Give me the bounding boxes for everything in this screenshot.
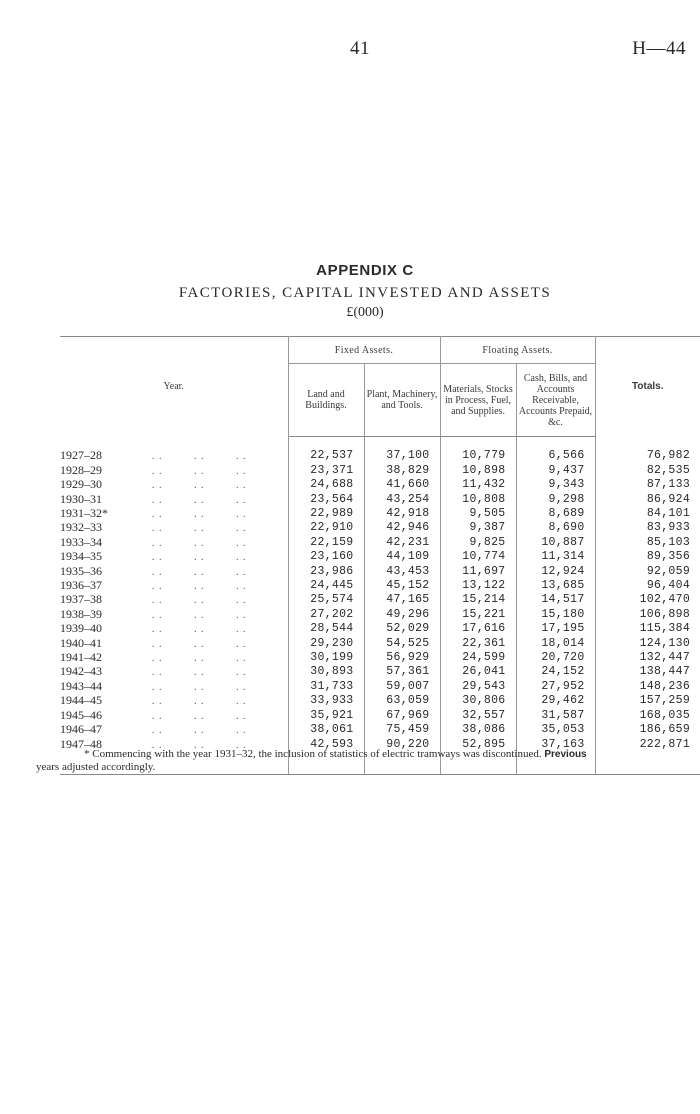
- plant-machinery-value: 37,100: [364, 449, 440, 463]
- leader-dots: . . . . . .: [152, 696, 247, 708]
- total-value: 84,101: [646, 507, 691, 521]
- header-floating-assets: Floating Assets.: [440, 337, 595, 364]
- table-row: [60, 478, 700, 492]
- plant-machinery-value: 90,220: [364, 738, 440, 762]
- land-buildings-value: 31,733: [288, 680, 364, 694]
- header-year: Year.: [60, 337, 288, 437]
- leader-dots: . . . . . .: [152, 739, 247, 751]
- materials-stocks-value: 15,214: [440, 593, 516, 607]
- year-label: 1940–41: [60, 635, 102, 650]
- materials-stocks-value: 10,774: [440, 550, 516, 564]
- table-row: [60, 709, 700, 723]
- plant-machinery-value: 56,929: [364, 651, 440, 665]
- plant-machinery-value: 47,165: [364, 593, 440, 607]
- table-row: [60, 637, 700, 651]
- year-label: 1942–43: [60, 664, 102, 679]
- footnote-text: * Commencing with the year 1931–32, the inclusion of statistics of electric tramways was discontinued.: [84, 748, 542, 760]
- table-title: FACTORIES, CAPITAL INVESTED AND ASSETS: [178, 285, 552, 301]
- cash-bills-value: 24,152: [516, 665, 595, 679]
- year-cell: [60, 536, 288, 550]
- materials-stocks-value: 32,557: [440, 709, 516, 723]
- materials-stocks-value: 38,086: [440, 723, 516, 737]
- total-value: 86,924: [646, 492, 691, 506]
- cash-bills-value: 29,462: [516, 694, 595, 708]
- plant-machinery-value: 44,109: [364, 550, 440, 564]
- cash-bills-value: 8,690: [516, 521, 595, 535]
- total-value: 89,356: [646, 550, 691, 564]
- year-cell: [60, 550, 288, 564]
- total-value: 157,259: [639, 694, 691, 708]
- year-label: 1933–34: [60, 534, 102, 549]
- total-value: 148,236: [639, 679, 691, 693]
- total-value: 124,130: [639, 636, 691, 650]
- plant-machinery-value: 49,296: [364, 608, 440, 622]
- year-label: 1927–28: [60, 448, 102, 463]
- year-cell: [60, 593, 288, 607]
- land-buildings-value: 30,199: [288, 651, 364, 665]
- cash-bills-value: 27,952: [516, 680, 595, 694]
- land-buildings-value: 29,230: [288, 637, 364, 651]
- total-value: 102,470: [639, 593, 691, 607]
- year-cell: [60, 449, 288, 463]
- leader-dots: . . . . . .: [152, 566, 247, 578]
- header-land-buildings: Land and Buildings.: [288, 364, 364, 437]
- materials-stocks-value: 30,806: [440, 694, 516, 708]
- year-label: 1929–30: [60, 477, 102, 492]
- land-buildings-value: 33,933: [288, 694, 364, 708]
- year-label: 1936–37: [60, 578, 102, 593]
- cash-bills-value: 9,437: [516, 464, 595, 478]
- plant-machinery-value: 43,453: [364, 565, 440, 579]
- land-buildings-value: 27,202: [288, 608, 364, 622]
- land-buildings-value: 23,564: [288, 493, 364, 507]
- header-totals: Totals.: [595, 337, 700, 437]
- header-materials-stocks: Materials, Stocks in Process, Fuel, and Supplies.: [440, 364, 516, 437]
- leader-dots: . . . . . .: [152, 494, 247, 506]
- year-cell: [60, 665, 288, 679]
- land-buildings-value: 22,537: [288, 449, 364, 463]
- land-buildings-value: 23,160: [288, 550, 364, 564]
- materials-stocks-value: 26,041: [440, 665, 516, 679]
- year-label: 1945–46: [60, 707, 102, 722]
- materials-stocks-value: 29,543: [440, 680, 516, 694]
- land-buildings-value: 22,910: [288, 521, 364, 535]
- cash-bills-value: 11,314: [516, 550, 595, 564]
- table-row: [60, 493, 700, 507]
- table-row: [60, 521, 700, 535]
- land-buildings-value: 35,921: [288, 709, 364, 723]
- table-row: [60, 536, 700, 550]
- cash-bills-value: 10,887: [516, 536, 595, 550]
- year-label: 1938–39: [60, 606, 102, 621]
- year-label: 1939–40: [60, 621, 102, 636]
- plant-machinery-value: 45,152: [364, 579, 440, 593]
- leader-dots: . . . . . .: [152, 537, 247, 549]
- leader-dots: . . . . . .: [152, 624, 247, 636]
- cash-bills-value: 14,517: [516, 593, 595, 607]
- year-label: 1934–35: [60, 549, 102, 564]
- plant-machinery-value: 42,946: [364, 521, 440, 535]
- total-value: 222,871: [639, 737, 691, 751]
- table-row: [60, 565, 700, 579]
- total-value: 76,982: [646, 449, 691, 463]
- table-body: [60, 437, 700, 775]
- page-number: 41: [350, 38, 370, 59]
- year-cell: [60, 637, 288, 651]
- year-cell: [60, 694, 288, 708]
- table-row: [60, 723, 700, 737]
- plant-machinery-value: 57,361: [364, 665, 440, 679]
- year-label: 1928–29: [60, 462, 102, 477]
- land-buildings-value: 24,445: [288, 579, 364, 593]
- leader-dots: . . . . . .: [152, 725, 247, 737]
- total-value: 83,933: [646, 521, 691, 535]
- footnote: [36, 748, 700, 773]
- total-value: 87,133: [646, 478, 691, 492]
- materials-stocks-value: 9,825: [440, 536, 516, 550]
- year-cell: [60, 493, 288, 507]
- table-row: [60, 593, 700, 607]
- header-fixed-assets: Fixed Assets.: [288, 337, 440, 364]
- year-cell: [60, 507, 288, 521]
- year-cell: [60, 651, 288, 665]
- assets-table: [60, 336, 700, 775]
- leader-dots: . . . . . .: [152, 465, 247, 477]
- table-row: [60, 550, 700, 564]
- materials-stocks-value: 22,361: [440, 637, 516, 651]
- land-buildings-value: 42,593: [288, 738, 364, 762]
- plant-machinery-value: 38,829: [364, 464, 440, 478]
- table-row: [60, 464, 700, 478]
- year-cell: [60, 565, 288, 579]
- year-label: 1935–36: [60, 563, 102, 578]
- cash-bills-value: 6,566: [516, 449, 595, 463]
- year-cell: [60, 622, 288, 636]
- year-cell: [60, 608, 288, 622]
- table-row: [60, 449, 700, 463]
- land-buildings-value: 22,989: [288, 507, 364, 521]
- plant-machinery-value: 42,231: [364, 536, 440, 550]
- total-value: 138,447: [639, 665, 691, 679]
- header-plant-machinery: Plant, Machinery, and Tools.: [364, 364, 440, 437]
- appendix-heading: APPENDIX C: [316, 262, 414, 279]
- cash-bills-value: 9,298: [516, 493, 595, 507]
- total-value: 85,103: [646, 535, 691, 549]
- plant-machinery-value: 41,660: [364, 478, 440, 492]
- leader-dots: . . . . . .: [152, 581, 247, 593]
- year-cell: [60, 478, 288, 492]
- year-label: 1941–42: [60, 650, 102, 665]
- header-cash-bills: Cash, Bills, and Accounts Receivable, Accounts Prepaid, &c.: [516, 364, 595, 437]
- document-reference: H—44: [632, 38, 686, 59]
- table-row: [60, 680, 700, 694]
- year-cell: [60, 680, 288, 694]
- total-value: 82,535: [646, 463, 691, 477]
- land-buildings-value: 38,061: [288, 723, 364, 737]
- leader-dots: . . . . . .: [152, 609, 247, 621]
- year-cell: [60, 464, 288, 478]
- land-buildings-value: 30,893: [288, 665, 364, 679]
- total-value: 132,447: [639, 651, 691, 665]
- year-cell: [60, 521, 288, 535]
- units-label: £(000): [346, 305, 384, 320]
- cash-bills-value: 18,014: [516, 637, 595, 651]
- cash-bills-value: 8,689: [516, 507, 595, 521]
- materials-stocks-value: 13,122: [440, 579, 516, 593]
- table-row: [60, 622, 700, 636]
- cash-bills-value: 17,195: [516, 622, 595, 636]
- leader-dots: . . . . . .: [152, 480, 247, 492]
- materials-stocks-value: 10,898: [440, 464, 516, 478]
- leader-dots: . . . . . .: [152, 681, 247, 693]
- leader-dots: . . . . . .: [152, 710, 247, 722]
- cash-bills-value: 37,163: [516, 738, 595, 762]
- plant-machinery-value: 67,969: [364, 709, 440, 723]
- year-label: 1943–44: [60, 678, 102, 693]
- materials-stocks-value: 10,779: [440, 449, 516, 463]
- materials-stocks-value: 24,599: [440, 651, 516, 665]
- plant-machinery-value: 42,918: [364, 507, 440, 521]
- land-buildings-value: 22,159: [288, 536, 364, 550]
- table-row: [60, 665, 700, 679]
- cash-bills-value: 13,685: [516, 579, 595, 593]
- total-value: 96,404: [646, 579, 691, 593]
- plant-machinery-value: 75,459: [364, 723, 440, 737]
- plant-machinery-value: 52,029: [364, 622, 440, 636]
- leader-dots: . . . . . .: [152, 653, 247, 665]
- materials-stocks-value: 11,697: [440, 565, 516, 579]
- total-value: 115,384: [639, 622, 691, 636]
- cash-bills-value: 20,720: [516, 651, 595, 665]
- year-label: 1931–32*: [60, 506, 108, 521]
- cash-bills-value: 15,180: [516, 608, 595, 622]
- total-value: 106,898: [639, 607, 691, 621]
- cash-bills-value: 9,343: [516, 478, 595, 492]
- table-row: [60, 579, 700, 593]
- footnote-continuation: years adjusted accordingly.: [36, 761, 156, 773]
- land-buildings-value: 25,574: [288, 593, 364, 607]
- year-label: 1932–33: [60, 520, 102, 535]
- land-buildings-value: 23,371: [288, 464, 364, 478]
- cash-bills-value: 35,053: [516, 723, 595, 737]
- year-label: 1947–48: [60, 736, 102, 751]
- total-value: 92,059: [646, 564, 691, 578]
- materials-stocks-value: 17,616: [440, 622, 516, 636]
- materials-stocks-value: 11,432: [440, 478, 516, 492]
- table-row: [60, 651, 700, 665]
- plant-machinery-value: 43,254: [364, 493, 440, 507]
- year-cell: [60, 579, 288, 593]
- total-value: 186,659: [639, 723, 691, 737]
- table-row: [60, 694, 700, 708]
- land-buildings-value: 28,544: [288, 622, 364, 636]
- table-row: [60, 507, 700, 521]
- table-row: [60, 608, 700, 622]
- leader-dots: . . . . . .: [152, 552, 247, 564]
- leader-dots: . . . . . .: [152, 509, 247, 521]
- materials-stocks-value: 9,387: [440, 521, 516, 535]
- leader-dots: . . . . . .: [152, 595, 247, 607]
- materials-stocks-value: 9,505: [440, 507, 516, 521]
- total-value: 168,035: [639, 708, 691, 722]
- title-block: [0, 262, 700, 321]
- plant-machinery-value: 54,525: [364, 637, 440, 651]
- leader-dots: . . . . . .: [152, 638, 247, 650]
- materials-stocks-value: 52,895: [440, 738, 516, 762]
- materials-stocks-value: 10,808: [440, 493, 516, 507]
- land-buildings-value: 24,688: [288, 478, 364, 492]
- year-label: 1946–47: [60, 722, 102, 737]
- year-label: 1944–45: [60, 693, 102, 708]
- leader-dots: . . . . . .: [152, 667, 247, 679]
- plant-machinery-value: 59,007: [364, 680, 440, 694]
- year-label: 1930–31: [60, 491, 102, 506]
- cash-bills-value: 31,587: [516, 709, 595, 723]
- year-cell: [60, 709, 288, 723]
- year-label: 1937–38: [60, 592, 102, 607]
- leader-dots: . . . . . .: [152, 523, 247, 535]
- cash-bills-value: 12,924: [516, 565, 595, 579]
- materials-stocks-value: 15,221: [440, 608, 516, 622]
- plant-machinery-value: 63,059: [364, 694, 440, 708]
- land-buildings-value: 23,986: [288, 565, 364, 579]
- footnote-bold-word: Previous: [544, 749, 587, 760]
- year-cell: [60, 723, 288, 737]
- leader-dots: . . . . . .: [152, 451, 247, 463]
